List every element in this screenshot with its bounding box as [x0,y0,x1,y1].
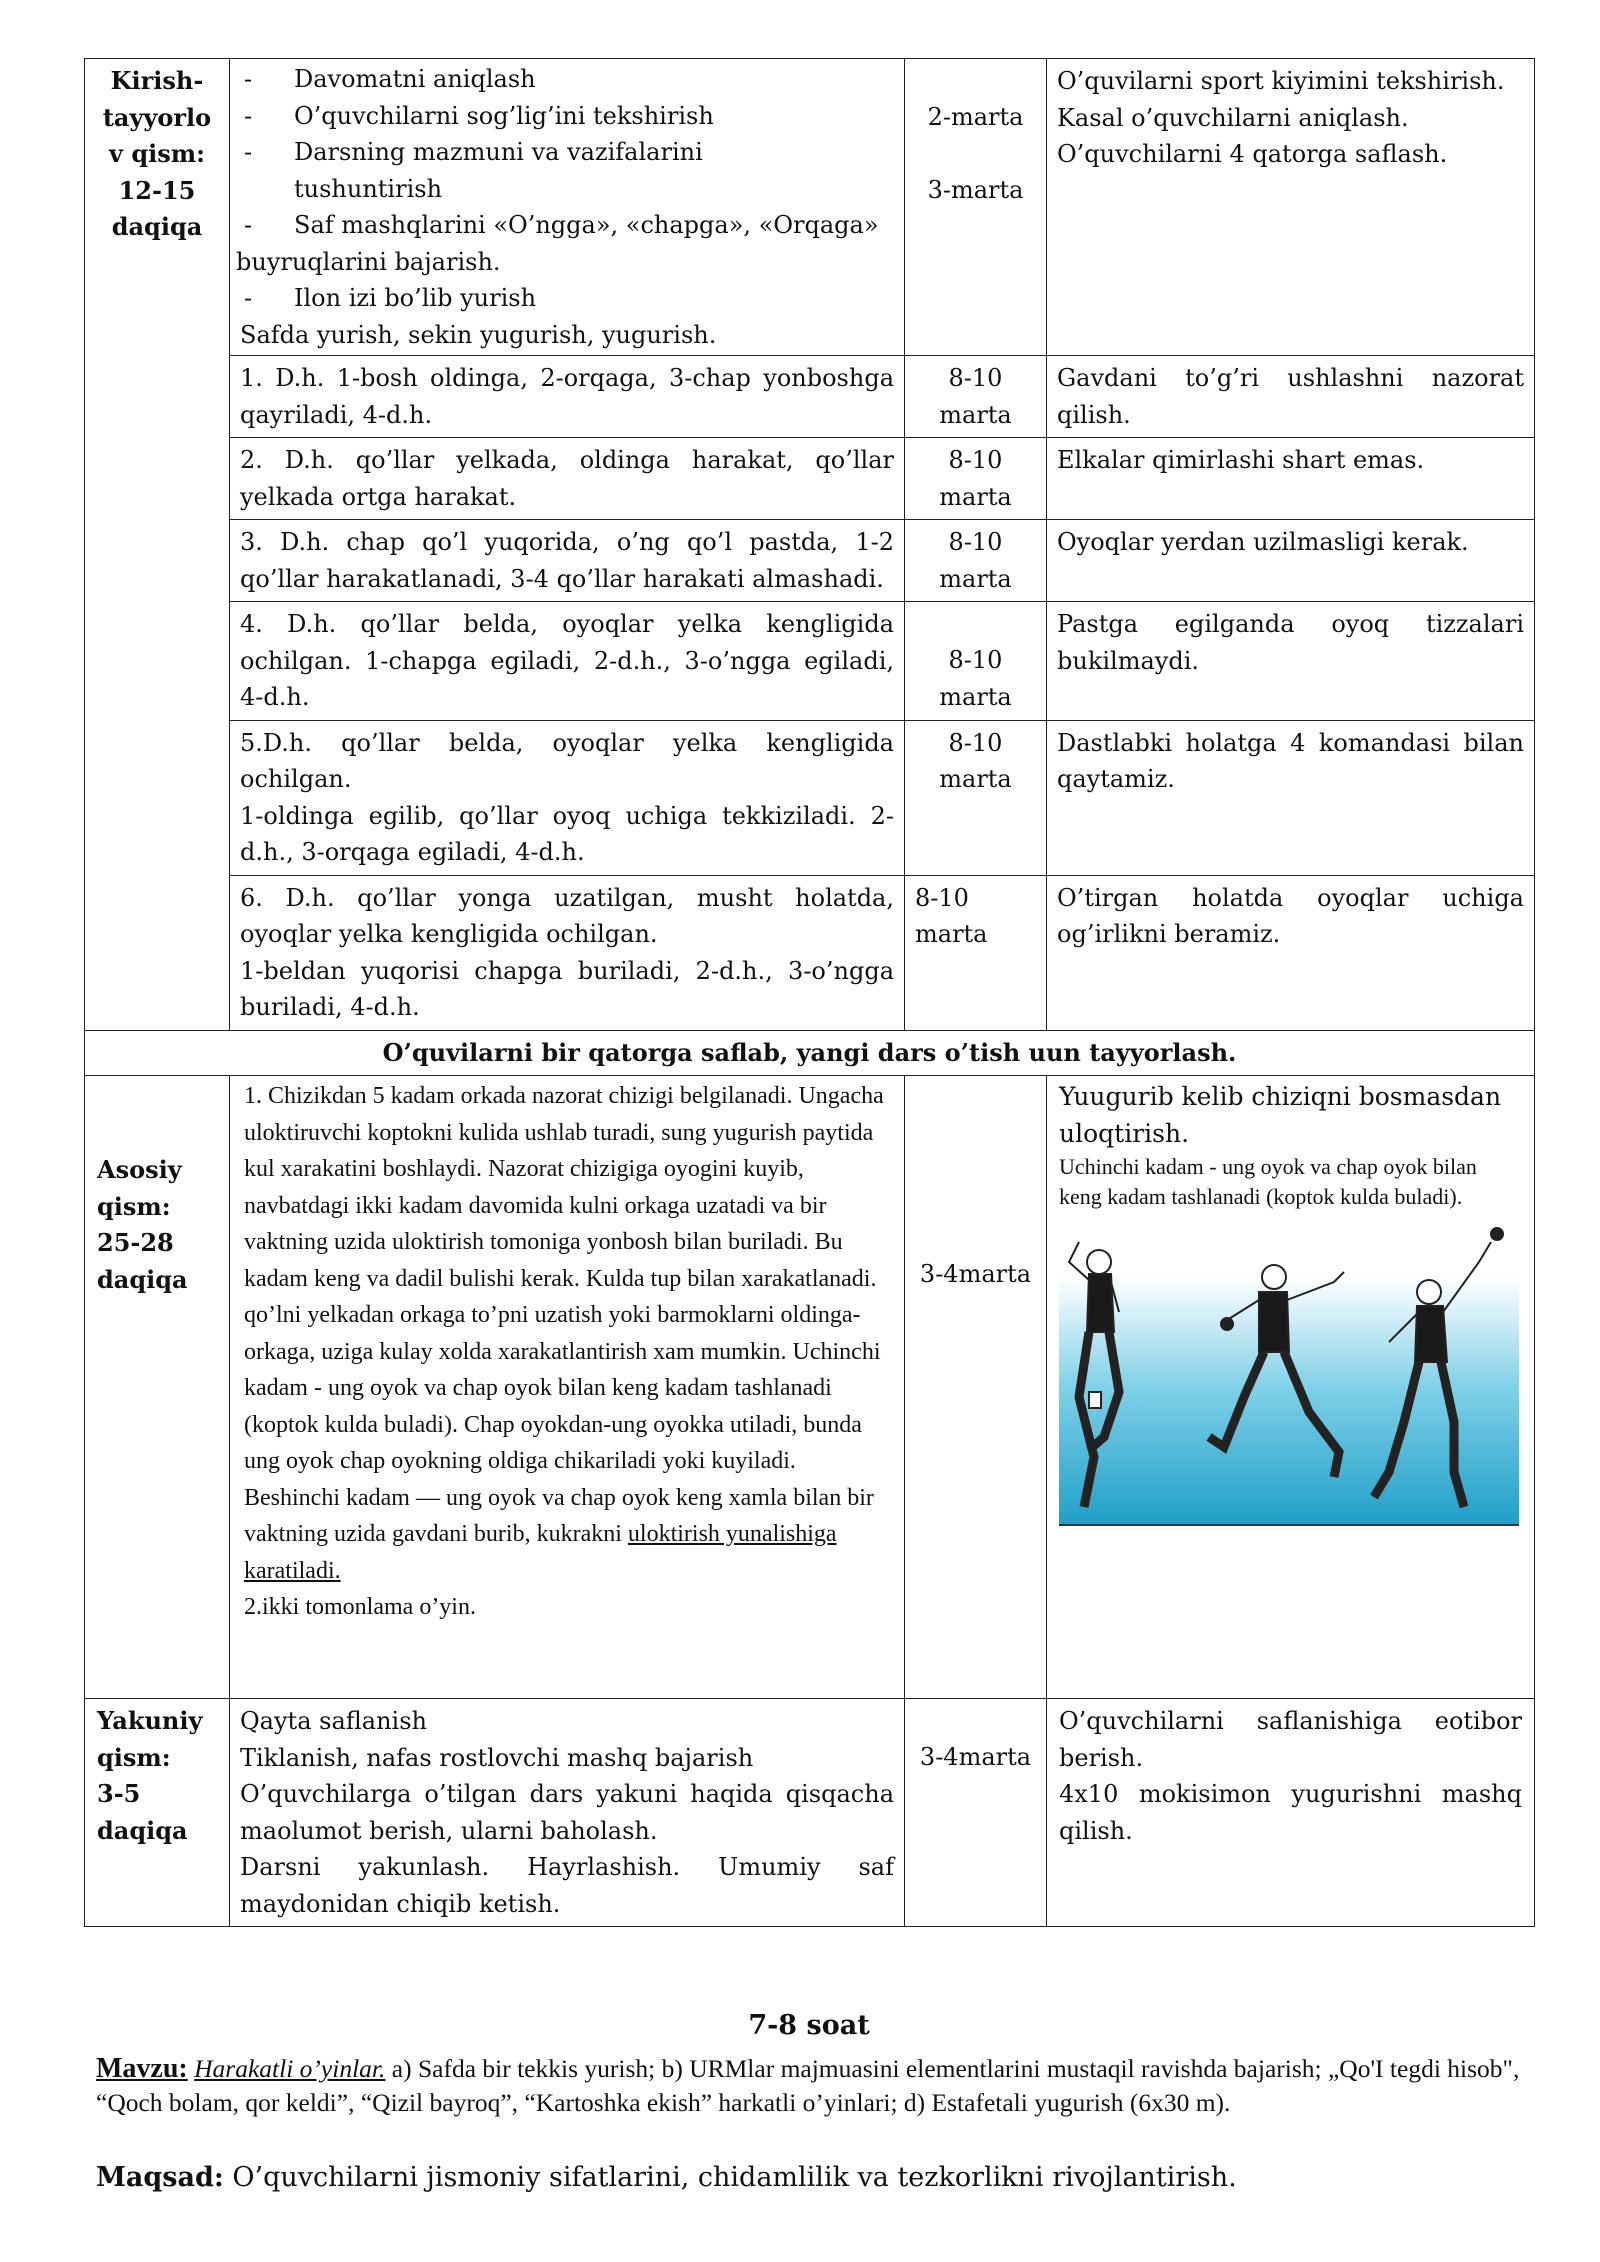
list-item-text: tushuntirish [294,174,443,203]
topic-title: Harakatli o’yinlar. [194,2054,386,2083]
exercise-text: 2.ikki tomonlama o’yin. [244,1594,476,1620]
exercise-cell [230,875,905,1030]
exercise-text: Qayta saflanish [240,1707,427,1735]
table-row [85,438,1535,520]
exercise-cell [230,720,905,875]
note-text: Uchinchi kadam - ung oyok va chap oyok bilan keng kadam tashlanadi (koptok kulda buladi). [1059,1154,1477,1209]
section-label-line: daqiqa [111,212,203,241]
note-cell: Dastlabki holatga 4 komandasi bilan qaytamiz. [1047,720,1535,875]
list-item: - Saf mashqlarini «O’ngga», «chapga», «Orqaga» [236,207,898,244]
list-item-text: Davomatni aniqlash [294,65,536,93]
count-cell: 8-10 marta [905,520,1047,602]
section-label-line: qism: [97,1742,171,1772]
lesson-hours-heading: 7-8 soat [748,2010,870,2041]
count-cell: 8-10 marta [905,438,1047,520]
goal-text: O’quvchilarni jismoniy sifatlarini, chidamlilik va tezkorlikni rivojlantirish. [223,2162,1237,2193]
table-row [85,520,1535,602]
exercise-cell: 4. D.h. qo’llar belda, oyoqlar yelka kengligida ochilgan. 1-chapga egiladi, 2-d.h., 3-o’ngga egiladi, 4-d.h. [230,602,905,721]
table-row [85,356,1535,438]
note-title: Yuugurib kelib chiziqni bosmasdan uloqtirish. [1059,1082,1502,1148]
table-row [85,1699,1535,1927]
table-row [85,875,1535,1030]
list-item: - Darsning mazmuni va vazifalarini [236,134,898,171]
count-cell: 8-10 marta [905,875,1047,1030]
section-label-line: 12-15 [118,175,196,205]
exercise-text: 1. Chizikdan 5 kadam orkada nazorat chizigi belgilanadi. Ungacha uloktiruvchi koptokni kulida ushlab turadi, sung yugurish paytida kul xarakatini boshlaydi. Nazorat chizigiga oyogini kuyib, navbatdagi ikki kadam davomida kulni orkaga uzatadi va bir vaktning uzida uloktirish tomoniga yonbosh bilan buriladi. Bu kadam keng va dadil bulishi kerak. Kulda tup bilan xarakatlanadi. qo’lni yelkadan orkaga to’pni uzatish yoki barmoklarni oldinga-orkaga, uziga kulay xolda xarakatlantirish xam mumkin. Uchinchi kadam - ung oyok va chap oyok bilan keng kadam tashlanadi (koptok kulda buladi). Chap oyokdan-ung oyokka utiladi, bunda ung oyok chap oyokning oldiga chikariladi yoki kuyiladi. Beshinchi kadam — ung oyok va chap oyok keng xamla bilan bir vaktning uzida gavdani burib, kukrakni [244,1083,884,1547]
list-item-text: Saf mashqlarini «O’ngga», «chapga», «Orqaga» [294,211,879,239]
section-cell-kirish [85,59,230,1031]
table-row [85,1030,1535,1076]
note-cell [1047,1076,1535,1699]
exercise-cell: 2. D.h. qo’llar yelkada, oldinga harakat, qo’llar yelkada ortga harakat. [230,438,905,520]
exercise-text: 1-oldinga egilib, qo’llar oyoq uchiga tekkiziladi. 2-d.h., 3-orqaga egiladi, 4-d.h. [240,801,894,866]
note-cell [1047,59,1535,356]
note-cell: Gavdani to’g’ri ushlashni nazorat qilish. [1047,356,1535,438]
note-cell [1047,1699,1535,1927]
count-value: 2-marta [927,103,1024,131]
exercise-text-underlined: uloktirish yunalishiga karatiladi. [244,1521,837,1584]
topic-paragraph [96,2052,1536,2120]
count-cell: 3-4marta [905,1076,1047,1699]
exercise-text: 1-beldan yuqorisi chapga buriladi, 2-d.h., 3-o’ngga buriladi, 4-d.h. [240,956,894,1021]
section-banner: O’quvilarni bir qatorga saflab, yangi dars o’tish uun tayyorlash. [85,1030,1535,1076]
exercise-cell: 3. D.h. chap qo’l yuqorida, o’ng qo’l pastda, 1-2 qo’llar harakatlanadi, 3-4 qo’llar harakati almashadi. [230,520,905,602]
exercise-text: 5.D.h. qo’llar belda, oyoqlar yelka kengligida ochilgan. [240,728,894,793]
count-cell [905,59,1047,356]
section-cell-asosiy [85,1076,230,1699]
section-label-line: Asosiy [97,1155,182,1184]
exercise-text: O’quvchilarga o’tilgan dars yakuni haqida qisqacha maolumot berish, ularni baholash. [240,1780,894,1845]
athletes-figure [1059,1222,1527,1530]
exercise-cell: 1. D.h. 1-bosh oldinga, 2-orqaga, 3-chap yonboshga qayriladi, 4-d.h. [230,356,905,438]
count-cell: 3-4marta [905,1699,1047,1927]
list-item-text: Ilon izi bo’lib yurish [294,284,537,312]
section-label-line: 3-5 [97,1779,141,1808]
javelin-throw-illustration [1059,1222,1527,1530]
exercise-text: Darsni yakunlash. Hayrlashish. Umumiy saf maydonidan chiqib ketish. [240,1853,894,1918]
count-cell: 8-10 marta [905,356,1047,438]
exercise-cell [230,59,905,356]
section-label-line: tayyorlo [102,102,212,132]
note-text: O’quvchilarni 4 qatorga saflash. [1057,140,1448,168]
exercise-text: 6. D.h. qo’llar yonga uzatilgan, musht holatda, oyoqlar yelka kengligida ochilgan. [240,883,894,948]
list-item: - Ilon izi bo’lib yurish [236,280,898,317]
section-label-line: 25-28 [97,1228,174,1257]
list-item-text: Safda yurish, sekin yugurish, yugurish. [240,320,717,349]
note-cell: Elkalar qimirlashi shart emas. [1047,438,1535,520]
note-cell: Pastga egilganda oyoq tizzalari bukilmaydi. [1047,602,1535,721]
topic-label: Mavzu: [96,2053,188,2084]
table-row [85,720,1535,875]
note-text: O’quvchilarni saflanishiga eotibor berish. [1059,1707,1522,1772]
exercise-cell [230,1699,905,1927]
section-cell-yakuniy [85,1699,230,1927]
table-row [85,1076,1535,1699]
goal-label: Maqsad: [96,2162,224,2193]
count-value: 3-marta [927,175,1024,204]
note-text: 4x10 mokisimon yugurishni mashq qilish. [1059,1780,1522,1845]
count-cell: 8-10 marta [905,720,1047,875]
table-row [85,602,1535,721]
table-row [85,59,1535,356]
section-label-line: qism: [97,1191,171,1221]
goal-paragraph [96,2162,1536,2193]
list-item-text: Darsning mazmuni va vazifalarini [294,138,703,166]
section-label-line: Yakuniy [97,1706,203,1735]
lesson-plan-table [84,58,1535,1927]
section-label-line: daqiqa [97,1815,188,1845]
note-cell: O’tirgan holatda oyoqlar uchiga og’irlikni beramiz. [1047,875,1535,1030]
note-text: O’quvilarni sport kiyimini tekshirish. [1057,67,1505,95]
section-label-line: v qism: [109,139,205,168]
section-label-line: Kirish- [110,66,204,95]
list-item-text: O’quvchilarni sog’lig’ini tekshirish [294,101,714,130]
list-item: - Davomatni aniqlash [236,61,898,98]
note-cell: Oyoqlar yerdan uzilmasligi kerak. [1047,520,1535,602]
exercise-cell [230,1076,905,1699]
list-item: - O’quvchilarni sog’lig’ini tekshirish [236,98,898,135]
list-item-text: buyruqlarini bajarish. [236,247,501,276]
section-label-line: daqiqa [97,1264,188,1294]
exercise-text: Tiklanish, nafas rostlovchi mashq bajarish [240,1743,754,1772]
count-cell: 8-10 marta [905,602,1047,721]
topic-text: a) Safda bir tekkis yurish; b) URMlar majmuasini elementlarini mustaqil ravishda bajarish; „Qo'I tegdi hisob", “Qoch bolam, qor keldi”, “Qizil bayroq”, “Kartoshka ekish” harkatli o’yinlari; d) Estafetali yugurish (6x30 m). [96,2054,1520,2117]
note-text: Kasal o’quvchilarni aniqlash. [1057,103,1409,132]
